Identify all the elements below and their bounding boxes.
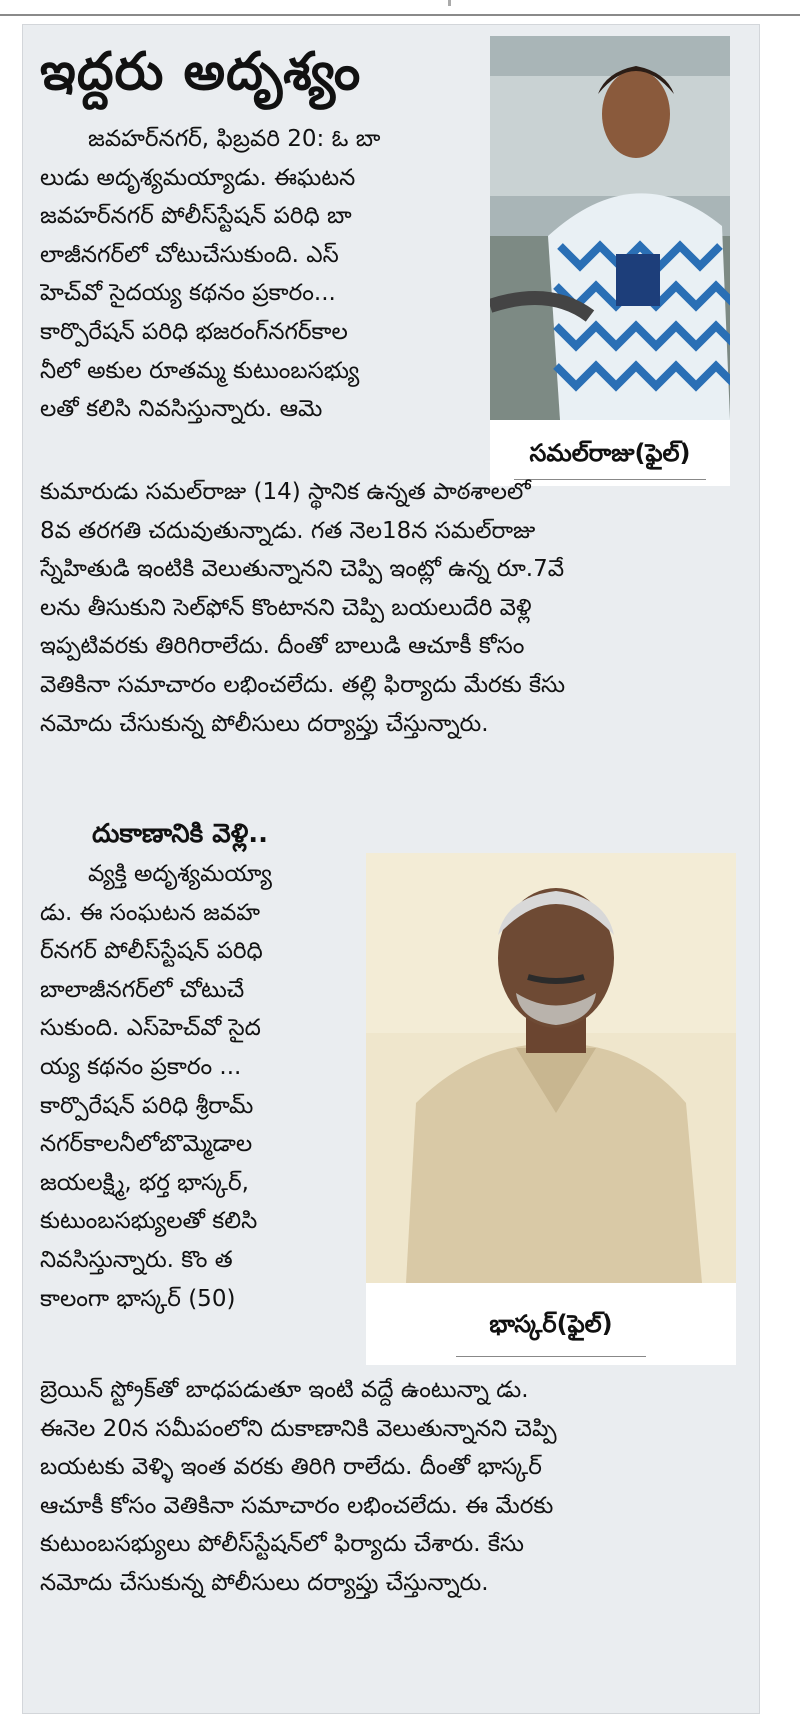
samal-raju-caption-text: సమల్‌రాజు(ఫైల్) <box>529 439 691 467</box>
story2-column-line: య్య కథనం ప్రకారం ... <box>40 1053 242 1080</box>
samal-raju-photo-image <box>490 36 730 420</box>
story2-column-text <box>40 855 370 1318</box>
story1-column-line: జవహర్‌నగర్ పోలీస్‌స్టేషన్ పరిధి బా <box>40 203 352 230</box>
caption-underline <box>456 1356 646 1357</box>
story1-full-line: స్నేహితుడి ఇంటికి వెలుతున్నానని చెప్పి ఇంట్లో ఉన్న రూ.7వే <box>40 556 565 583</box>
story1-column-line: లాజీనగర్‌లో చోటుచేసుకుంది. ఎస్ <box>40 241 339 268</box>
story2-column-line: వ్యక్తి అదృశ్యమయ్యా <box>88 861 272 887</box>
story2-subheading: దుకాణానికి వెళ్లి.. <box>92 819 269 849</box>
samal-raju-photo <box>490 36 730 420</box>
story1-column-line: జవహర్‌నగర్, ఫిబ్రవరి 20: ఓ బా <box>88 126 381 152</box>
story2-column-line: ర్‌నగర్ పోలీస్‌స్టేషన్ పరిధి <box>40 938 263 965</box>
story1-column-line: కార్పొరేషన్ పరిధి భజరంగ్‌నగర్‌కాల <box>40 318 348 345</box>
story2-full-line: నమోదు చేసుకున్న పోలీసులు దర్యాప్తు చేస్తున్నారు. <box>40 1569 489 1596</box>
story2-full-line: ఈనెల 20న సమీపంలోని దుకాణానికి వెలుతున్నానని చెప్పి <box>40 1415 557 1442</box>
bhaskar-photo-caption <box>366 1283 736 1365</box>
story1-column-line: నీలో అకుల రూతమ్మ కుటుంబసభ్యు <box>40 357 360 384</box>
page-top-rule <box>0 0 800 16</box>
story1-column-text <box>40 120 476 429</box>
story1-full-line: నమోదు చేసుకున్న పోలీసులు దర్యాప్తు చేస్తున్నారు. <box>40 710 489 737</box>
headline: ఇద్దరు అదృశ్యం <box>40 42 362 102</box>
story1-full-line: ఇప్పటివరకు తిరిగిరాలేదు. దీంతో బాలుడి ఆచూకీ కోసం <box>40 633 525 660</box>
story1-column-line: లతో కలిసి నివసిస్తున్నారు. ఆమె <box>40 396 323 423</box>
story1-full-line: లను తీసుకుని సెల్‌ఫోన్ కొంటానని చెప్పి బయలుదేరి వెళ్లి <box>40 594 532 621</box>
story2-column-line: జయలక్ష్మి, భర్త భాస్కర్, <box>40 1169 249 1196</box>
story2-column-line: డు. ఈ సంఘటన జవహ <box>40 899 261 926</box>
story1-column-line: హెచ్‌వో సైదయ్య కథనం ప్రకారం... <box>40 280 336 307</box>
story2-column-line: కాలంగా భాస్కర్ (50) <box>40 1285 236 1312</box>
story1-full-text <box>40 473 740 743</box>
bhaskar-photo <box>366 853 736 1283</box>
story2-column-line: సుకుంది. ఎస్‌హెచ్‌వో సైద <box>40 1015 261 1042</box>
top-tick-mark <box>448 0 451 6</box>
story2-full-line: ఆచూకీ కోసం వెతికినా సమాచారం లభించలేదు. ఈ మేరకు <box>40 1492 554 1519</box>
story1-full-line: కుమారుడు సమల్‌రాజు (14) స్థానిక ఉన్నత పాఠశాలలో <box>40 479 531 505</box>
bhaskar-caption-text: భాస్కర్(ఫైల్) <box>489 1310 613 1338</box>
story2-column-line: నివసిస్తున్నారు. కొం త <box>40 1246 233 1273</box>
story1-full-line: 8వ తరగతి చదువుతున్నాడు. గత నెల18న సమల్‌రాజు <box>40 517 536 544</box>
story2-full-line: బ్రెయిన్ స్ట్రోక్‌తో బాధపడుతూ ఇంటి వద్దే ఉంటున్నా డు. <box>40 1377 529 1403</box>
story2-full-line: బయటకు వెళ్ళి ఇంత వరకు తిరిగి రాలేదు. దీంతో భాస్కర్ <box>40 1454 542 1481</box>
story2-full-text <box>40 1371 740 1603</box>
story2-column-line: కుటుంబసభ్యులతో కలిసి <box>40 1208 258 1235</box>
story1-full-line: వెతికినా సమాచారం లభించలేదు. తల్లి ఫిర్యాదు మేరకు కేసు <box>40 671 566 698</box>
story2-full-line: కుటుంబసభ్యులు పోలీస్‌స్టేషన్‌లో ఫిర్యాదు చేశారు. కేసు <box>40 1531 524 1558</box>
story2-column-line: నగర్‌కాలనీలోబొమ్మెడాల <box>40 1131 253 1158</box>
story2-column-line: కార్పొరేషన్ పరిధి శ్రీరామ్ <box>40 1092 254 1119</box>
story2-column-line: బాలాజీనగర్‌లో చోటుచే <box>40 976 245 1003</box>
story1-column-line: లుడు అదృశ్యమయ్యాడు. ఈఘటన <box>40 164 356 191</box>
bhaskar-photo-image <box>366 853 736 1283</box>
